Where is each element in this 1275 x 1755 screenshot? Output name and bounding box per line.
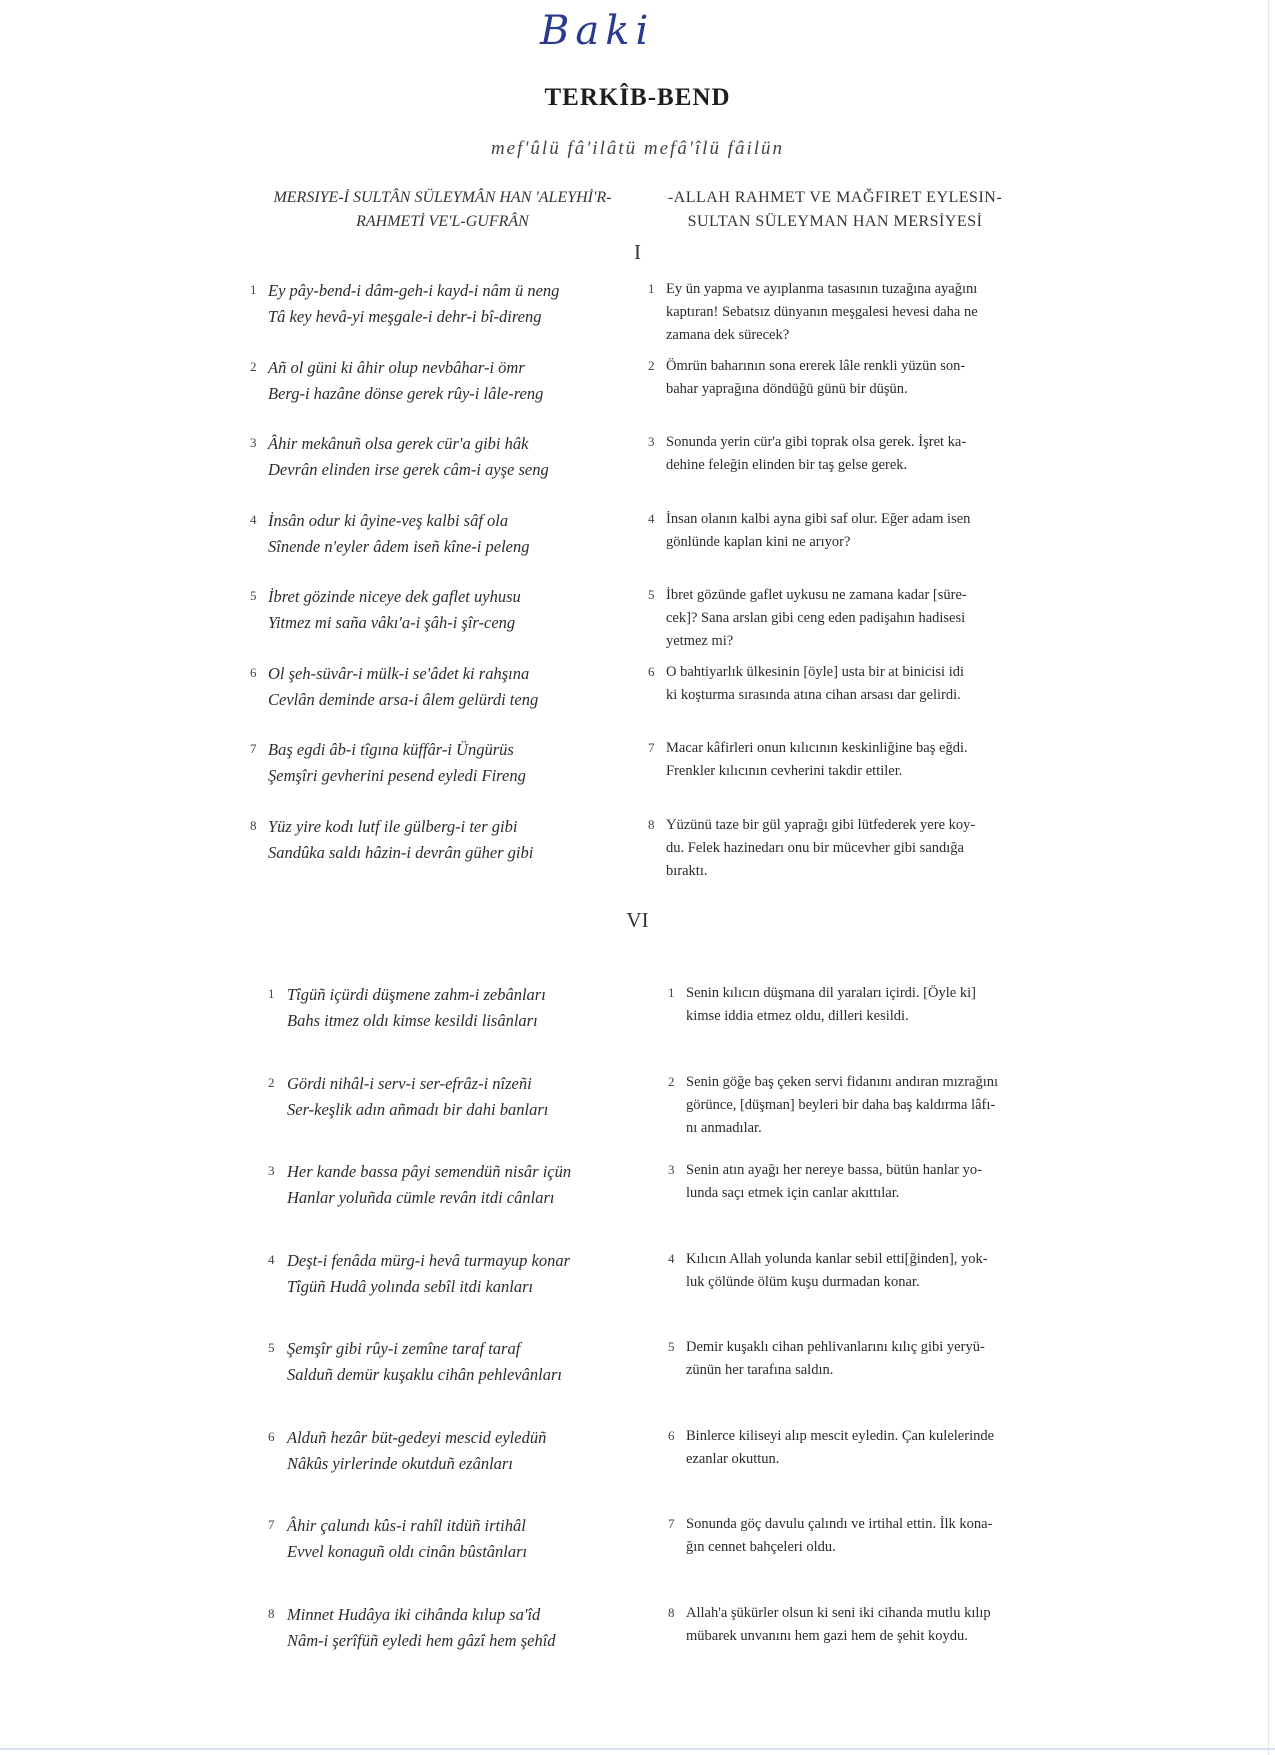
translation-line: luk çölünde ölüm kuşu durmadan konar. — [686, 1273, 920, 1290]
verse-line: Şemşîri gevherini pesend eyledi Fireng — [268, 766, 526, 785]
translation-text — [666, 431, 1038, 477]
translation-number: 7 — [668, 1516, 675, 1531]
translation-text — [666, 278, 1038, 347]
translation-line: İnsan olanın kalbi ayna gibi saf olur. Eğer adam isen — [666, 510, 971, 527]
verse-number: 1 — [268, 986, 275, 1001]
verse-couplet — [287, 982, 546, 1034]
translation-line: nı anmadılar. — [686, 1119, 762, 1136]
verse-number: 5 — [268, 1340, 275, 1355]
verse-number: 2 — [268, 1074, 275, 1090]
verse-couplet — [268, 584, 521, 636]
verse-couplet — [268, 737, 526, 789]
right-heading-line: SULTAN SÜLEYMAN HAN MERSİYESİ — [687, 213, 983, 230]
translation-line: bahar yaprağına döndüğü günü bir düşün. — [666, 380, 908, 397]
section-numeral: I — [634, 240, 641, 264]
handwritten-note: Baki — [540, 8, 655, 54]
verse-couplet — [268, 814, 533, 866]
verse-line: Yitmez mi saña vâkı'a-i şâh-i şîr-ceng — [268, 613, 516, 632]
translation-number: 1 — [668, 985, 675, 1000]
translation-text — [686, 1248, 1056, 1294]
translation-number: 1 — [648, 281, 655, 296]
verse-couplet — [287, 1602, 556, 1654]
translation-line: Yüzünü taze bir gül yaprağı gibi lütfederek yere koy- — [666, 816, 976, 833]
translation-line: İbret gözünde gaflet uykusu ne zamana kadar [süre- — [666, 587, 967, 603]
translation-line: Ömrün baharının sona ererek lâle renkli yüzün son- — [666, 357, 966, 374]
translation-text — [666, 661, 1038, 707]
translation-text — [666, 584, 1038, 653]
translation-text — [686, 1425, 1056, 1471]
verse-line: Her kande bassa pâyi semendüñ nisâr içün — [287, 1162, 572, 1181]
translation-number: 2 — [648, 357, 655, 373]
translation-line: kimse iddia etmez oldu, dilleri kesildi. — [686, 1008, 909, 1024]
verse-couplet — [287, 1336, 562, 1388]
verse-line: Deşt-i fenâda mürg-i hevâ turmayup konar — [287, 1250, 571, 1270]
translation-line: Binlerce kiliseyi alıp mescit eyledin. Çan kulelerinde — [686, 1427, 995, 1444]
translation-line: Senin atın ayağı her nereye bassa, bütün hanlar yo- — [686, 1162, 982, 1178]
verse-line: Baş egdi âb-i tîgına küffâr-i Üngürüs — [268, 740, 514, 759]
verse-couplet — [287, 1513, 527, 1565]
translation-text — [686, 1159, 1056, 1205]
verse-number: 8 — [268, 1605, 275, 1621]
translation-line: yetmez mi? — [666, 633, 734, 649]
verse-number: 5 — [250, 588, 257, 603]
verse-couplet — [287, 1425, 546, 1477]
verse-line: Tîgüñ içürdi düşmene zahm-i zebânları — [287, 985, 546, 1004]
verse-couplet — [287, 1248, 570, 1300]
verse-line: Tâ key hevâ-yi meşgale-i dehr-i bî-direng — [268, 307, 542, 326]
translation-line: Allah'a şükürler olsun ki seni iki cihanda mutlu kılıp — [686, 1604, 991, 1621]
translation-line: Frenkler kılıcının cevherini takdir ettiler. — [666, 763, 903, 779]
translation-line: ki koşturma sırasında atına cihan arsası dar gelirdi. — [666, 686, 961, 703]
translation-text — [666, 814, 1038, 883]
translation-number: 6 — [668, 1427, 675, 1443]
verse-line: Evvel konaguñ oldı cinân bûstânları — [287, 1542, 528, 1561]
translation-line: ezanlar okuttun. — [686, 1450, 780, 1467]
translation-number: 8 — [668, 1604, 675, 1620]
verse-number: 6 — [250, 664, 257, 680]
verse-number: 7 — [268, 1517, 275, 1532]
right-column-heading — [650, 186, 1020, 234]
verse-number: 8 — [250, 817, 257, 833]
verse-line: Bahs itmez oldı kimse kesildi lisânları — [287, 1011, 538, 1030]
translation-number: 2 — [668, 1073, 675, 1089]
verse-line: Sînende n'eyler âdem iseñ kîne-i peleng — [268, 536, 530, 556]
translation-line: Sonunda göç davulu çalındı ve irtihal ettin. İlk kona- — [686, 1516, 993, 1532]
right-heading-line: -ALLAH RAHMET VE MAĞFIRET EYLESIN- — [667, 189, 1003, 206]
translation-number: 4 — [668, 1250, 675, 1266]
translation-number: 3 — [648, 434, 655, 449]
translation-text — [666, 355, 1038, 401]
left-column-heading — [250, 186, 635, 234]
verse-number: 4 — [268, 1251, 275, 1267]
verse-line: Berg-i hazâne dönse gerek rûy-i lâle-reng — [268, 383, 544, 403]
translation-line: Senin göğe baş çeken servi fidanını andıran mızrağını — [686, 1073, 999, 1090]
verse-number: 3 — [250, 435, 257, 450]
verse-number: 2 — [250, 358, 257, 374]
translation-line: görünce, [düşman] beyleri bir daha baş kaldırma lâfı- — [686, 1096, 996, 1113]
verse-couplet — [268, 355, 543, 407]
translation-text — [666, 508, 1038, 554]
verse-line: Ser-keşlik adın añmadı bir dahi banları — [287, 1099, 549, 1119]
translation-line: mübarek unvanını hem gazi hem de şehit koydu. — [686, 1627, 968, 1644]
translation-line: du. Felek hazinedarı onu bir mücevher gibi sandığa — [666, 839, 964, 856]
verse-line: Şemşîr gibi rûy-i zemîne taraf taraf — [287, 1339, 521, 1358]
verse-line: Hanlar yoluñda cümle revân itdi cânları — [287, 1188, 555, 1207]
translation-line: bıraktı. — [666, 862, 708, 879]
verse-line: Salduñ demür kuşaklu cihân pehlevânları — [287, 1365, 562, 1384]
verse-line: Âhir çalundı kûs-i rahîl itdüñ irtihâl — [287, 1516, 526, 1535]
translation-line: kaptıran! Sebatsız dünyanın meşgalesi hevesi daha ne — [666, 304, 978, 320]
translation-line: gönlünde kaplan kini ne arıyor? — [666, 533, 851, 550]
translation-line: cek]? Sana arslan gibi ceng eden padişahın hadisesi — [666, 610, 966, 626]
translation-line: lunda saçı etmek için canlar akıttılar. — [686, 1185, 900, 1201]
verse-line: Cevlân deminde arsa-i âlem gelürdi teng — [268, 689, 539, 709]
verse-number: 6 — [268, 1428, 275, 1444]
scan-edge — [1268, 0, 1269, 1755]
verse-line: İbret gözinde niceye dek gaflet uyhusu — [268, 587, 521, 606]
translation-line: Macar kâfirleri onun kılıcının keskinliğine baş eğdi. — [666, 740, 968, 756]
section-numeral: VI — [626, 908, 649, 932]
verse-couplet — [268, 508, 529, 560]
translation-text — [686, 1336, 1056, 1382]
left-heading-line: MERSIYE-İ SULTÂN SÜLEYMÂN HAN 'ALEYHİ'R- — [273, 189, 612, 206]
translation-line: Sonunda yerin cür'a gibi toprak olsa gerek. İşret ka- — [666, 434, 967, 450]
translation-line: Kılıcın Allah yolunda kanlar sebil etti[ğinden], yok- — [686, 1250, 988, 1267]
translation-number: 3 — [668, 1162, 675, 1177]
verse-number: 1 — [250, 282, 257, 297]
translation-text — [666, 737, 1038, 783]
translation-line: zamana dek sürecek? — [666, 327, 790, 343]
verse-line: Devrân elinden irse gerek câm-i ayşe seng — [268, 460, 549, 479]
left-heading-line: RAHMETİ VE'L-GUFRÂN — [356, 213, 529, 230]
verse-line: Gördi nihâl-i serv-i ser-efrâz-i nîzeñi — [287, 1073, 532, 1093]
translation-line: O bahtiyarlık ülkesinin [öyle] usta bir at binicisi idi — [666, 663, 965, 680]
translation-number: 6 — [648, 663, 655, 679]
translation-text — [686, 982, 1056, 1028]
translation-line: Senin kılıcın düşmana dil yaraları içirdi. [Öyle ki] — [686, 985, 976, 1001]
verse-line: Nâm-i şerîfüñ eyledi hem gâzî hem şehîd — [287, 1630, 556, 1650]
translation-number: 5 — [668, 1339, 675, 1354]
page-title: TERKÎB-BEND — [544, 84, 731, 111]
verse-couplet — [287, 1159, 571, 1211]
verse-line: Nâkûs yirlerinde okutduñ ezânları — [287, 1453, 513, 1473]
translation-number: 7 — [648, 740, 655, 755]
verse-number: 7 — [250, 741, 257, 756]
verse-couplet — [268, 431, 549, 483]
verse-line: Âhir mekânuñ olsa gerek cür'a gibi hâk — [268, 434, 529, 453]
translation-text — [686, 1071, 1056, 1140]
translation-number: 4 — [648, 510, 655, 526]
verse-line: Añ ol güni ki âhir olup nevbâhar-i ömr — [268, 357, 525, 377]
translation-text — [686, 1602, 1056, 1648]
translation-text — [686, 1513, 1056, 1559]
verse-number: 4 — [250, 511, 257, 527]
verse-couplet — [268, 661, 538, 713]
verse-line: Yüz yire kodı lutf ile gülberg-i ter gibi — [268, 816, 518, 836]
translation-line: Ey ün yapma ve ayıplanma tasasının tuzağına ayağını — [666, 281, 978, 297]
verse-line: Sandûka saldı hâzin-i devrân güher gibi — [268, 842, 534, 862]
verse-couplet — [268, 278, 559, 330]
translation-line: ğın cennet bahçeleri oldu. — [686, 1539, 836, 1555]
verse-line: Ol şeh-süvâr-i mülk-i se'âdet ki rahşına — [268, 663, 530, 683]
translation-line: zünün her tarafına saldın. — [686, 1362, 834, 1378]
translation-line: Demir kuşaklı cihan pehlivanlarını kılıç gibi yeryü- — [686, 1339, 985, 1355]
translation-number: 5 — [648, 587, 655, 602]
meter-line: mef'ûlü fâ'ilâtü mefâ'îlü fâilün — [490, 138, 785, 159]
verse-couplet — [287, 1071, 548, 1123]
verse-line: Minnet Hudâya iki cihânda kılup sa'îd — [287, 1604, 541, 1624]
translation-number: 8 — [648, 816, 655, 832]
verse-number: 3 — [268, 1163, 275, 1178]
verse-line: Ey pây-bend-i dâm-geh-i kayd-i nâm ü neng — [268, 281, 560, 300]
verse-line: Alduñ hezâr büt-gedeyi mescid eyledüñ — [287, 1427, 547, 1447]
translation-line: dehine feleğin elinden bir taş gelse gerek. — [666, 457, 908, 473]
verse-line: Tîgüñ Hudâ yolında sebîl itdi kanları — [287, 1276, 534, 1296]
scan-bottom-edge — [0, 1748, 1275, 1750]
verse-line: İnsân odur ki âyine-veş kalbi sâf ola — [268, 510, 509, 530]
